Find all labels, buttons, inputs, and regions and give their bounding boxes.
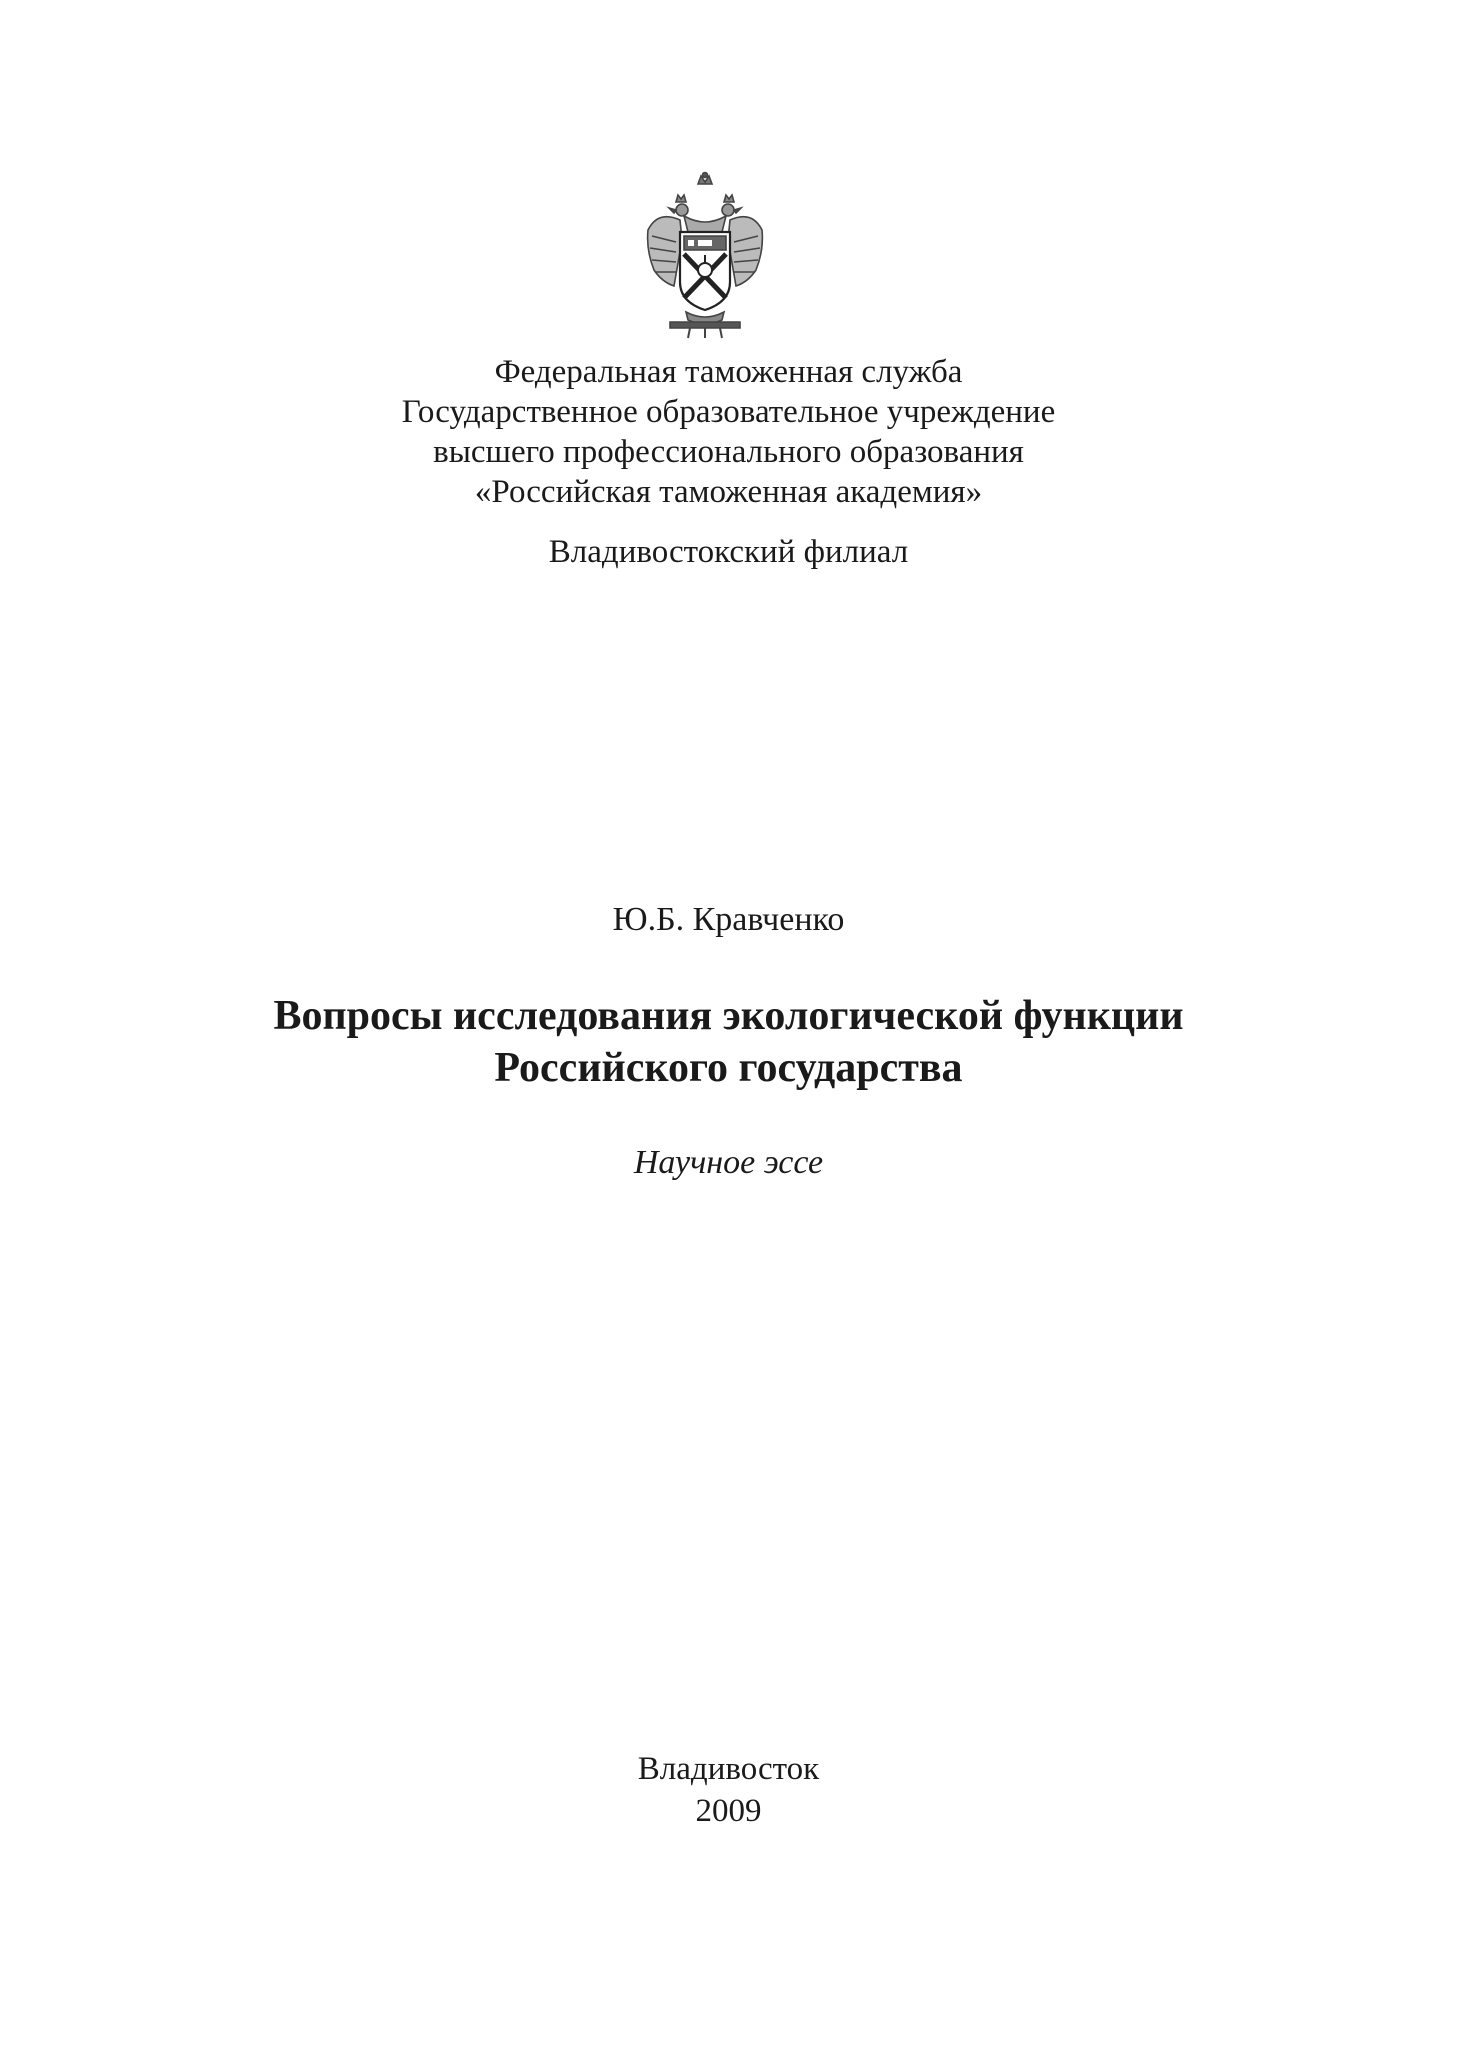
institution-header [0, 352, 1457, 512]
imprint-city: Владивосток [637, 1751, 820, 1787]
branch-name: Владивостокский филиал [548, 534, 909, 570]
title-line-1: Вопросы исследования экологической функции [273, 993, 1184, 1039]
author-name: Ю.Б. Кравченко [612, 901, 845, 938]
customs-academy-emblem-icon [640, 170, 770, 340]
imprint [0, 1748, 1457, 1832]
imprint-year: 2009 [695, 1793, 762, 1829]
header-line-service: Федеральная таможенная служба [494, 354, 963, 390]
header-line-institution: Государственное образовательное учреждение [401, 394, 1056, 430]
document-title [0, 990, 1457, 1094]
title-line-2: Российского государства [494, 1045, 963, 1091]
header-line-education-level: высшего профессионального образования [433, 434, 1024, 470]
document-subtitle: Научное эссе [633, 1144, 824, 1181]
header-line-academy-name: «Российская таможенная академия» [474, 474, 983, 510]
